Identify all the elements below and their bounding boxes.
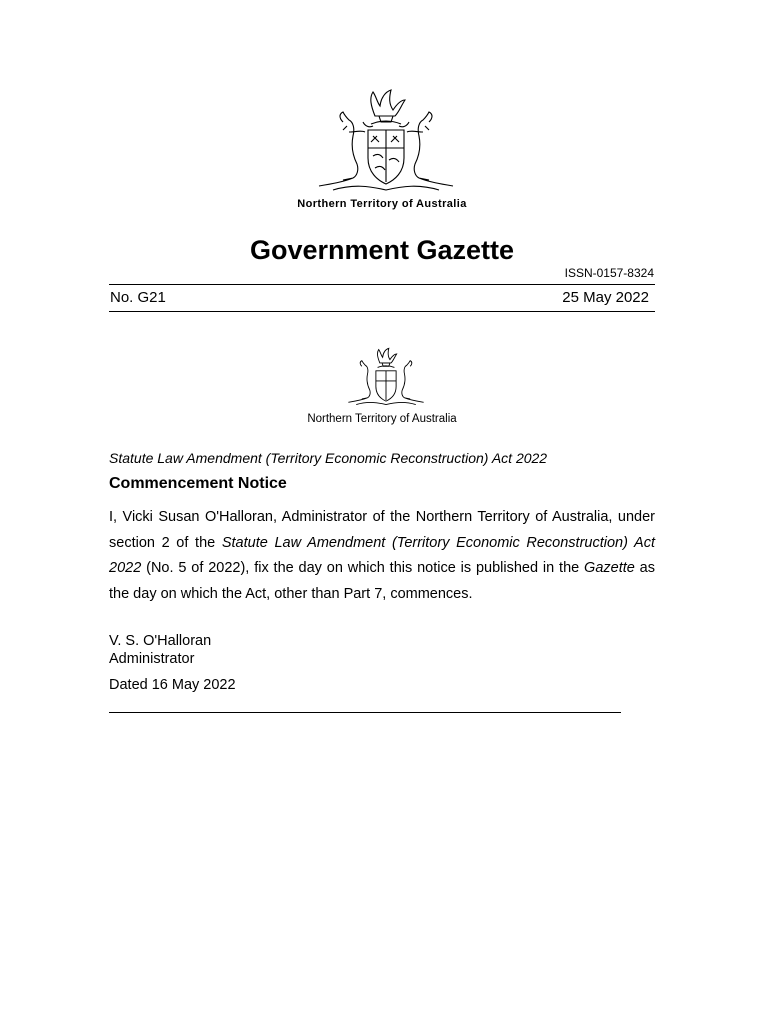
notice-body <box>109 505 655 607</box>
signatory-role: Administrator <box>109 651 195 667</box>
notice-body-part1: I, Vicki Susan O'Halloran, Administrator of the Northern Territory of Australia, under section 2 of the <box>109 509 655 551</box>
signatory-name: V. S. O'Halloran <box>109 633 212 649</box>
dated-line: Dated 16 May 2022 <box>109 677 236 693</box>
notice-body-part2: (No. 5 of 2022), fix the day on which this notice is published in the <box>141 560 585 577</box>
notice-gazette-word: Gazette <box>584 560 635 577</box>
page-title: Government Gazette <box>249 235 515 265</box>
issue-number: No. G21 <box>110 289 166 306</box>
coat-of-arms-icon <box>345 342 427 412</box>
region-label: Northern Territory of Australia <box>297 198 467 210</box>
act-title: Statute Law Amendment (Territory Economic Reconstruction) Act 2022 <box>109 450 548 466</box>
notice-region-label: Northern Territory of Australia <box>307 413 457 425</box>
header-rule-bottom <box>109 311 655 312</box>
notice-heading: Commencement Notice <box>109 475 287 492</box>
issue-date: 25 May 2022 <box>562 289 649 306</box>
coat-of-arms-icon <box>313 86 459 196</box>
notice-act-reference: Statute Law Amendment (Territory Economic Reconstruction) Act 2022 <box>109 534 655 577</box>
header-rule-top <box>109 284 655 285</box>
notice-body-part3: as the day on which the Act, other than Part 7, commences. <box>109 560 655 602</box>
issn-number: ISSN-0157-8324 <box>564 266 654 280</box>
end-rule <box>109 712 621 713</box>
